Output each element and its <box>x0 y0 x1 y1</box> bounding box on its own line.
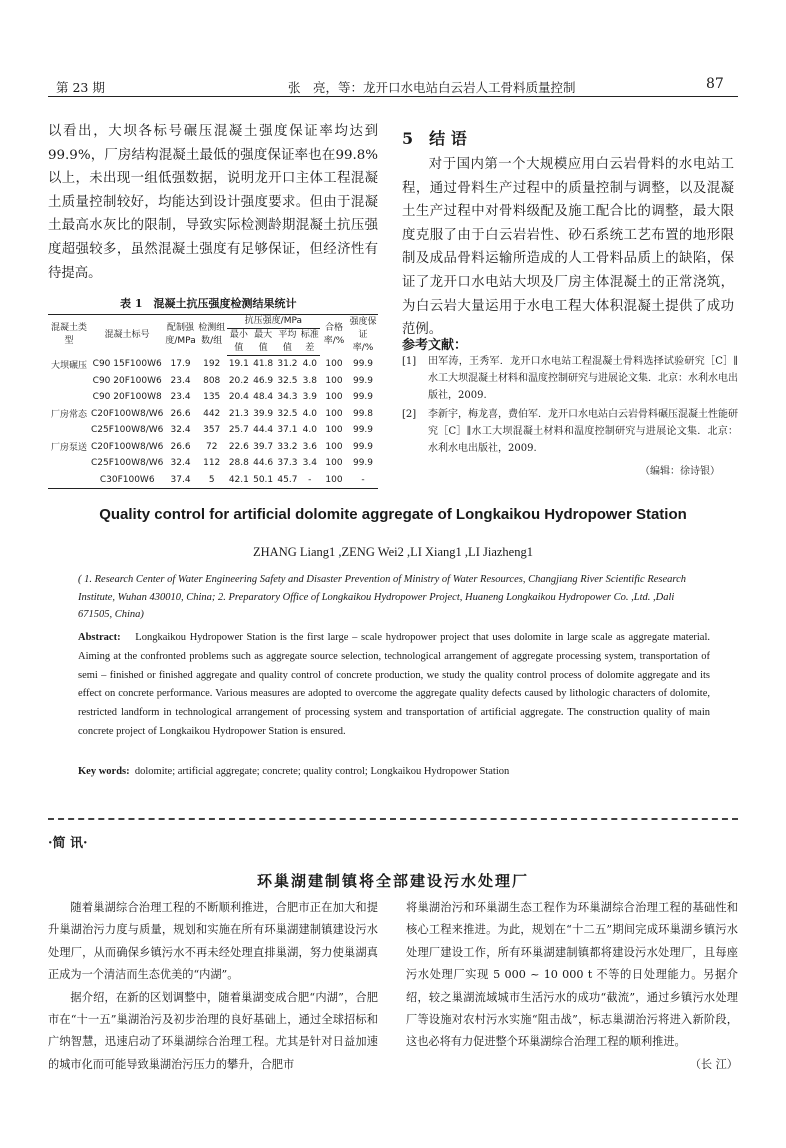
english-abstract <box>78 629 710 742</box>
cell-design: 23.4 <box>170 392 191 403</box>
news-paragraph: 随着巢湖综合治理工程的不断顺利推进，合肥市正在加大和提升巢湖治污力度与质量，规划和实施在所有环巢湖建制镇建设污水处理厂，从而确保乡镇污水不再未经处理直排巢湖，努力使巢湖真正成为一个清洁而生态优美的“内湖”。 <box>48 901 378 982</box>
cell-design: 26.6 <box>170 441 191 452</box>
header-avg: 平均值 <box>275 329 299 356</box>
cell-min: 19.1 <box>228 359 249 370</box>
cell-grade: C30F100W6 <box>90 472 164 489</box>
cell-grade: C90 15F100W6 <box>92 359 162 369</box>
table-row <box>48 406 378 423</box>
reference-number: [2] <box>402 409 417 420</box>
cell-groups: 192 <box>203 359 221 369</box>
cell-min: 21.3 <box>228 408 249 419</box>
cell-groups: 5 <box>197 472 227 489</box>
cell-groups: 357 <box>203 425 221 436</box>
cell-max: 50.1 <box>251 472 275 489</box>
cell-type: 厂房常态 <box>50 410 87 421</box>
news-label: ·简 讯· <box>48 836 88 851</box>
cell-avg: 32.5 <box>277 375 298 386</box>
header-guarantee: 强度保证率/% <box>348 315 378 356</box>
news-source: （长 江） <box>689 1057 738 1071</box>
cell-avg: 34.3 <box>277 392 298 403</box>
table-row <box>48 373 378 390</box>
cell-design: 23.4 <box>170 375 191 386</box>
cell-design: 32.4 <box>170 458 191 469</box>
references-heading: 参考文献： <box>402 338 468 353</box>
table-row <box>48 472 378 489</box>
cell-guarantee: 99.9 <box>352 425 374 436</box>
header-design-strength: 配制强度/MPa <box>164 315 196 356</box>
cell-guarantee: 99.9 <box>352 392 374 403</box>
cell-type: 大坝碾压 <box>50 360 87 371</box>
cell-std: 3.8 <box>302 375 317 386</box>
cell-std: 3.6 <box>302 441 317 452</box>
cell-guarantee: 99.9 <box>352 375 374 386</box>
cell-max: 48.4 <box>253 392 274 403</box>
cell-groups: 442 <box>203 408 221 419</box>
cell-min: 20.2 <box>228 375 249 386</box>
cell-grade: C25F100W8/W6 <box>91 425 164 436</box>
cell-std: - <box>300 472 320 489</box>
cell-avg: 33.2 <box>277 441 298 452</box>
cell-grade: C25F100W8/W6 <box>91 458 164 469</box>
cell-pass: 100 <box>325 441 343 452</box>
reference-item <box>402 353 738 401</box>
cell-min: 22.6 <box>228 441 249 452</box>
news-right-column <box>406 897 738 1076</box>
reference-text: 田军涛，王秀军．龙开口水电站工程混凝土骨料选择试验研究［C］∥水工大坝混凝土材料和温度控制研究与进展论文集．北京：水利水电出版社，2009. <box>428 356 738 401</box>
cell-pass: 100 <box>320 472 348 489</box>
header-groups: 检测组数/组 <box>197 315 227 356</box>
news-left-column <box>48 897 378 1076</box>
header-max: 最大值 <box>251 329 275 356</box>
cell-max: 39.9 <box>253 408 274 419</box>
left-column-paragraph: 以看出，大坝各标号碾压混凝土强度保证率均达到99.9%，厂房结构混凝土最低的强度保证率也在99.8%以上，未出现一组低强数据，说明龙开口主体工程混凝土质量控制较好，均能达到设计强度要求。但由于混凝土最高水灰比的限制，导致实际检测龄期混凝土抗压强度超强较多，虽然混凝土强度有足够保证，但经济性有待提高。 <box>48 124 378 281</box>
cell-groups: 112 <box>203 458 221 469</box>
cell-guarantee: 99.9 <box>352 359 374 369</box>
cell-guarantee: 99.9 <box>352 458 374 469</box>
cell-guarantee: - <box>348 472 378 489</box>
header-strength-group: 抗压强度/MPa <box>227 315 320 329</box>
journal-issue: 第 23 期 <box>56 80 105 95</box>
cell-avg: 45.7 <box>275 472 299 489</box>
table-row <box>48 389 378 406</box>
strength-statistics-table <box>48 314 378 489</box>
cell-avg: 31.2 <box>277 359 298 370</box>
cell-type <box>48 373 90 390</box>
cell-avg: 37.1 <box>277 425 298 436</box>
cell-max: 41.8 <box>253 359 274 370</box>
cell-min: 20.4 <box>228 392 249 403</box>
cell-avg: 37.3 <box>277 458 298 469</box>
cell-type: 厂房泵送 <box>50 443 87 454</box>
cell-grade: C90 20F100W6 <box>92 375 162 386</box>
cell-type <box>48 389 90 406</box>
cell-design: 32.4 <box>170 425 191 436</box>
table-row <box>48 422 378 439</box>
header-pass-rate: 合格率/% <box>320 315 348 356</box>
cell-design: 17.9 <box>170 359 191 369</box>
header-type: 混凝土类型 <box>48 315 90 356</box>
keywords-label: Key words: <box>78 766 130 777</box>
cell-pass: 100 <box>325 392 343 403</box>
cell-min: 25.7 <box>228 425 249 436</box>
cell-std: 3.9 <box>302 392 317 403</box>
reference-item <box>402 406 738 458</box>
english-authors: ZHANG Liang1 ,ZENG Wei2 ,LI Xiang1 ,LI Jiazheng1 <box>253 545 533 559</box>
abstract-label: Abstract: <box>78 632 121 643</box>
page-number: 87 <box>706 76 724 92</box>
cell-groups: 808 <box>203 375 221 386</box>
cell-std: 4.0 <box>302 408 317 419</box>
cell-avg: 32.5 <box>277 408 298 419</box>
cell-grade: C20F100W8/W6 <box>91 441 164 452</box>
header-min: 最小值 <box>227 329 251 356</box>
cell-std: 3.4 <box>302 458 317 469</box>
running-title: 张 亮，等：龙开口水电站白云岩人工骨料质量控制 <box>288 80 576 95</box>
news-title: 环巢湖建制镇将全部建设污水处理厂 <box>256 872 529 890</box>
cell-type <box>48 472 90 489</box>
cell-std: 4.0 <box>302 425 317 436</box>
table-row <box>48 455 378 472</box>
cell-pass: 100 <box>325 408 343 419</box>
section-heading-conclusion: 5 结 语 <box>402 129 467 148</box>
news-paragraph: 据介绍，在新的区划调整中，随着巢湖变成合肥“内湖”，合肥市在“十一五”巢湖治污及初步治理的良好基础上，通过全球招标和广纳智慧，迅速启动了环巢湖综合治理工程。尤其是针对日益加速的城市化而可能导致巢湖治污压力的攀升，合肥市 <box>48 990 378 1071</box>
cell-type <box>48 455 90 472</box>
conclusion-paragraph: 对于国内第一个大规模应用白云岩骨料的水电站工程，通过骨料生产过程中的质量控制与调整，以及混凝土生产过程中对骨料级配及施工配合比的调整，最大限度克服了由于白云岩岩性、砂石系统工艺布置的地形限制及成品骨料运输所造成的人工骨料品质上的缺陷，保证了龙开口水电站大坝及厂房主体混凝土的正常浇筑，为白云岩大量运用于水电工程大体积混凝土提供了成功范例。 <box>402 157 734 338</box>
reference-number: [1] <box>402 356 417 367</box>
cell-pass: 100 <box>325 458 343 469</box>
abstract-text: Longkaikou Hydropower Station is the first large – scale hydropower project that uses dolomite in large scale as aggregate material. Aiming at the confronted problems such as aggregate source selection, technological arrangement of aggregate processing system, transportation of semi – finished or finished aggregate and quality control of concrete production, we study the quality control process of dolomite aggregate and its effect on concrete performance. Various measures are adopted to overcome the aggregate quality defects caused by lithologic characters of dolomite, restricted landform in technological arrangement of processing system and transportation of artificial aggregate. The construction quality of main concrete project of Longkaikou Hydropower Station is ensured. <box>78 632 711 737</box>
cell-design: 26.6 <box>170 408 191 419</box>
header-grade: 混凝土标号 <box>90 315 164 356</box>
cell-pass: 100 <box>325 425 343 436</box>
cell-groups: 135 <box>203 392 221 403</box>
cell-max: 46.9 <box>253 375 274 386</box>
cell-pass: 100 <box>325 375 343 386</box>
cell-min: 28.8 <box>228 458 249 469</box>
cell-pass: 100 <box>325 359 343 369</box>
header-std: 标准差 <box>300 329 320 356</box>
cell-max: 44.6 <box>253 458 274 469</box>
table-row <box>48 356 378 373</box>
cell-type <box>48 422 90 439</box>
cell-grade: C90 20F100W8 <box>92 392 162 403</box>
cell-guarantee: 99.8 <box>352 408 374 419</box>
cell-max: 44.4 <box>253 425 274 436</box>
english-title: Quality control for artificial dolomite aggregate of Longkaikou Hydropower Station <box>99 506 687 523</box>
keywords-text: dolomite; artificial aggregate; concrete; quality control; Longkaikou Hydropower Station <box>134 766 510 777</box>
reference-text: 李新宇，梅龙喜，费伯军．龙开口水电站白云岩骨料碾压混凝土性能研究［C］∥水工大坝混凝土材料和温度控制研究与进展论文集．北京：水利水电出版社，2009. <box>428 409 738 454</box>
header-rule <box>48 96 738 97</box>
cell-min: 42.1 <box>227 472 251 489</box>
editor-note: （编辑：徐诗银） <box>640 466 720 477</box>
table-row <box>48 439 378 456</box>
cell-std: 4.0 <box>302 359 317 370</box>
cell-groups: 72 <box>205 441 218 452</box>
cell-max: 39.7 <box>253 441 274 452</box>
table-title: 表 1 混凝土抗压强度检测结果统计 <box>120 297 297 310</box>
english-affiliation: ( 1. Research Center of Water Engineering Safety and Disaster Prevention of Ministry of Water Resources, Changjiang River Scientific Research Institute, Wuhan 430010, China; 2. Preparatory Office of Longkaikou Hydropower Project, Huaneng Longkaikou Hydropower Co. ,Ltd. ,Dali 671505, China) <box>78 574 687 620</box>
news-paragraph: 将巢湖治污和环巢湖生态工程作为环巢湖综合治理工程的基础性和核心工程来推进。为此，规划在“十二五”期间完成环巢湖乡镇污水处理厂建设工作，所有环巢湖建制镇都将建设污水处理厂，且每座污水处理厂实现 5 000 ~ 10 000 t 不等的日处理能力。另据介绍，较之巢湖流域城市生活污水的成功“截流”，通过乡镇污水处理厂等设施对农村污水实施“阻击战”，标志巢湖治污将进入新阶段，这也必将有力促进整个环巢湖综合治理工程的顺利推进。 <box>406 901 738 1049</box>
news-divider <box>48 818 738 820</box>
cell-guarantee: 99.9 <box>352 441 374 452</box>
cell-grade: C20F100W8/W6 <box>91 408 164 419</box>
cell-design: 37.4 <box>164 472 196 489</box>
english-keywords <box>78 766 509 777</box>
